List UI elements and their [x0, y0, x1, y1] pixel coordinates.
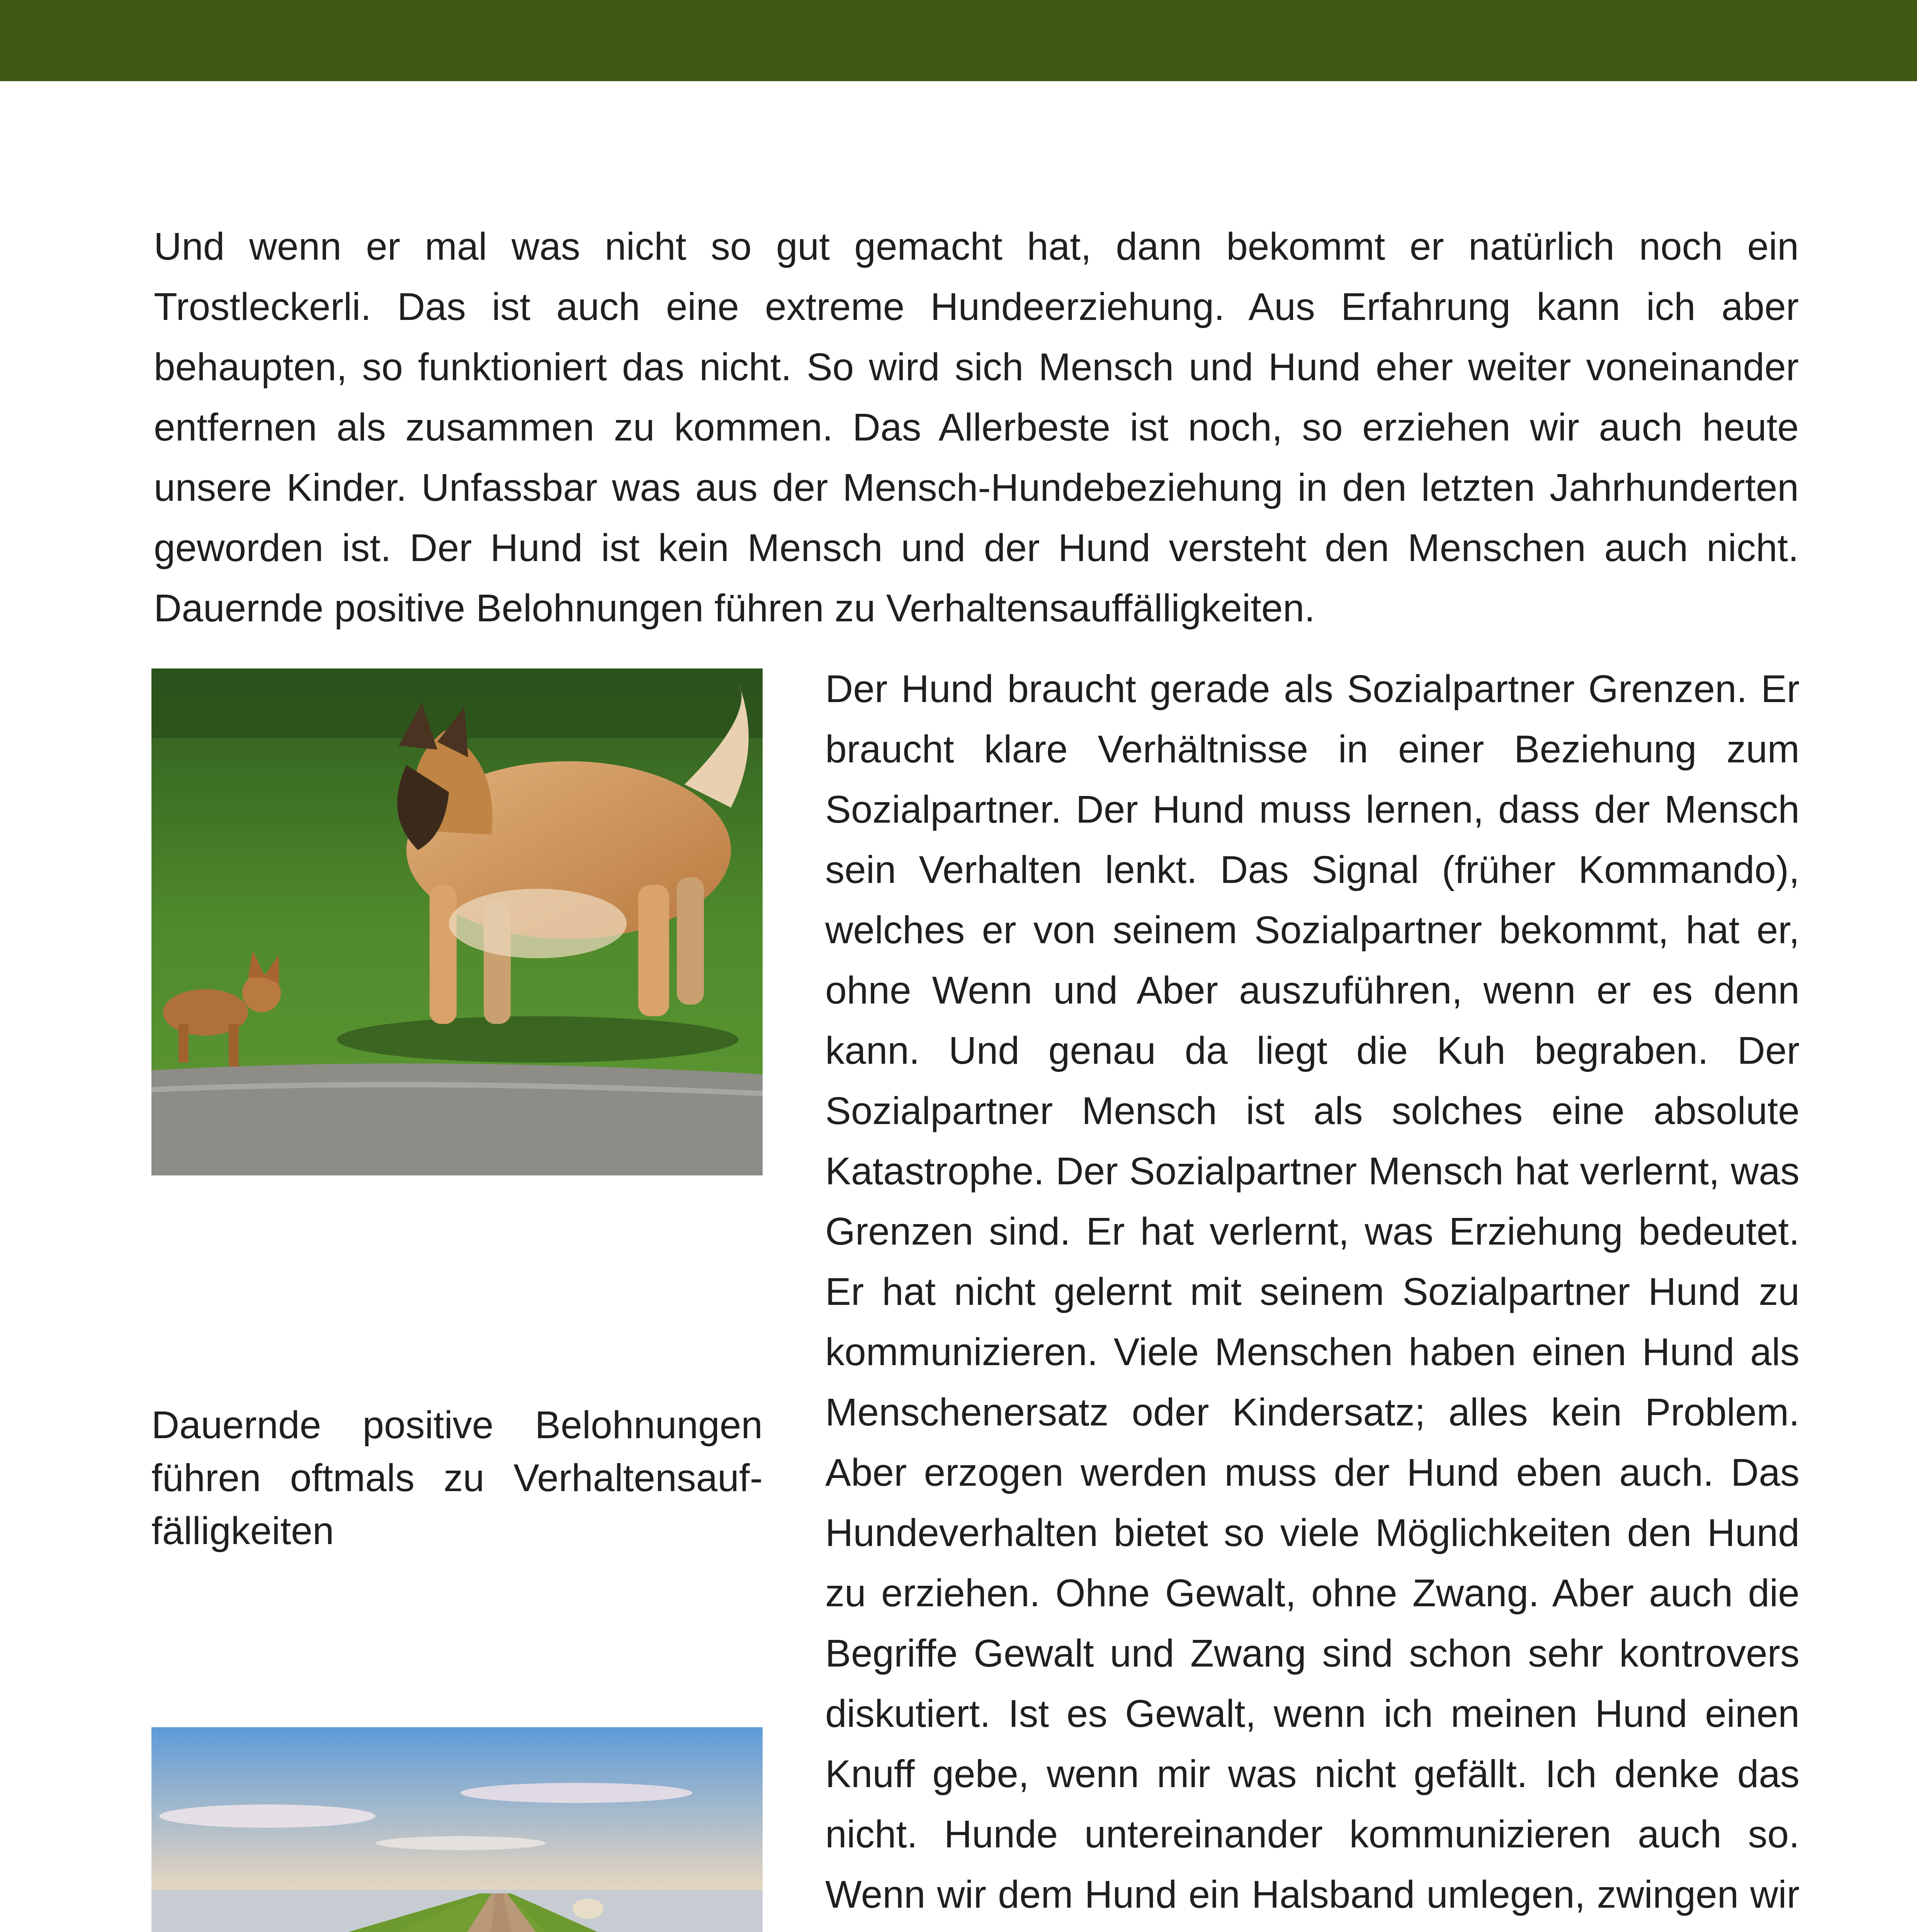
dog-on-dike-road-photo: [151, 1727, 763, 1932]
main-column-text: Der Hund braucht gerade als Sozialpartner Grenzen. Er braucht klare Verhältnisse in einer Beziehung zum Sozialpartner. Der Hund muss lernen, dass der Mensch sein Verhalten lenkt. Das Signal (früher Kommando), welches er von seinem Sozialpartner bekommt, hat er, ohne Wenn und Aber auszuführen, wenn er es denn kann. Und genau da liegt die Kuh begraben. Der Sozialpartner Mensch ist als solches eine absolute Katastrophe. Der Sozialpartner Mensch hat verlernt, was Grenzen sind. Er hat verlernt, was Erziehung bedeutet. Er hat nicht gelernt mit seinem Sozialpartner Hund zu kommunizieren. Viele Menschen haben einen Hund als Menschenersatz oder Kindersatz; alles kein Problem. Aber erzogen werden muss der Hund eben auch. Das Hundeverhalten bietet so viele Möglichkeiten den Hund zu erziehen. Ohne Gewalt, ohne Zwang. Aber auch die Begriffe Gewalt und Zwang sind schon sehr kontrovers diskutiert. Ist es Gewalt, wenn ich meinen Hund einen Knuff gebe, wenn mir was nicht gefällt. Ich denke das nicht. Hunde untereinander kommunizieren auch so. Wenn wir dem Hund ein Halsband umlegen, zwingen wir: [825, 667, 1800, 1916]
image-caption: Dauernde positive Belohnungen führen oftmals zu Verhaltensauf-fälligkeiten: [151, 1403, 763, 1553]
two-dogs-on-grass-photo: [151, 668, 763, 1175]
intro-paragraph: Und wenn er mal was nicht so gut gemacht hat, dann bekommt er natürlich noch ein Trostleckerli. Das ist auch eine extreme Hundeerziehung. Aus Erfahrung kann ich aber behaupten, so funktioniert das nicht. So wird sich Mensch und Hund eher weiter voneinander entfernen als zusammen zu kommen. Das Allerbeste ist noch, so erziehen wir auch heute unsere Kinder. Unfassbar was aus der Mensch-Hundebeziehung in den letzten Jahrhunderten geworden ist. Der Hund ist kein Mensch und der Hund versteht den Menschen auch nicht. Dauernde positive Belohnungen führen zu Verhaltensauffälligkeiten.: [154, 225, 1799, 630]
header-bar: [0, 0, 1917, 81]
